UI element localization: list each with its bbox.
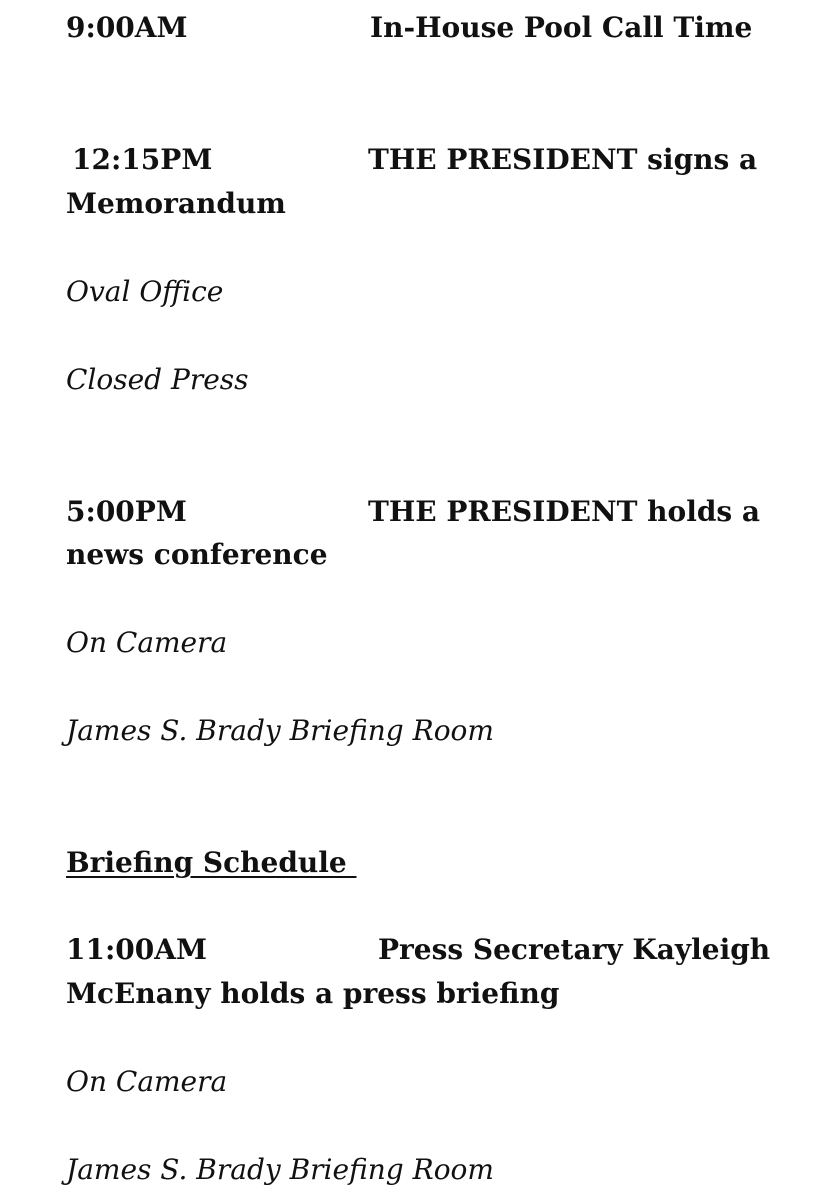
event-time: 5:00PM <box>66 495 187 528</box>
event-press-coverage: Closed Press <box>66 363 249 396</box>
event-time: 9:00AM <box>66 11 188 44</box>
event-title-continued: Memorandum <box>66 187 286 220</box>
event-press-coverage: On Camera <box>66 626 228 659</box>
event-time: 12:15PM <box>72 143 213 176</box>
briefing-location: James S. Brady Briefing Room <box>66 1153 494 1186</box>
event-location: Oval Office <box>66 275 224 308</box>
event-title: THE PRESIDENT signs a <box>368 143 758 176</box>
briefing-press-coverage: On Camera <box>66 1065 228 1098</box>
event-title-continued: news conference <box>66 538 328 571</box>
event-title: THE PRESIDENT holds a <box>368 495 761 528</box>
briefing-title: Press Secretary Kayleigh <box>378 933 771 966</box>
event-location: James S. Brady Briefing Room <box>66 714 494 747</box>
briefing-title-continued: McEnany holds a press briefing <box>66 977 560 1010</box>
briefing-schedule-heading: Briefing Schedule <box>66 846 357 879</box>
briefing-time: 11:00AM <box>66 933 207 966</box>
event-title: In-House Pool Call Time <box>370 11 753 44</box>
